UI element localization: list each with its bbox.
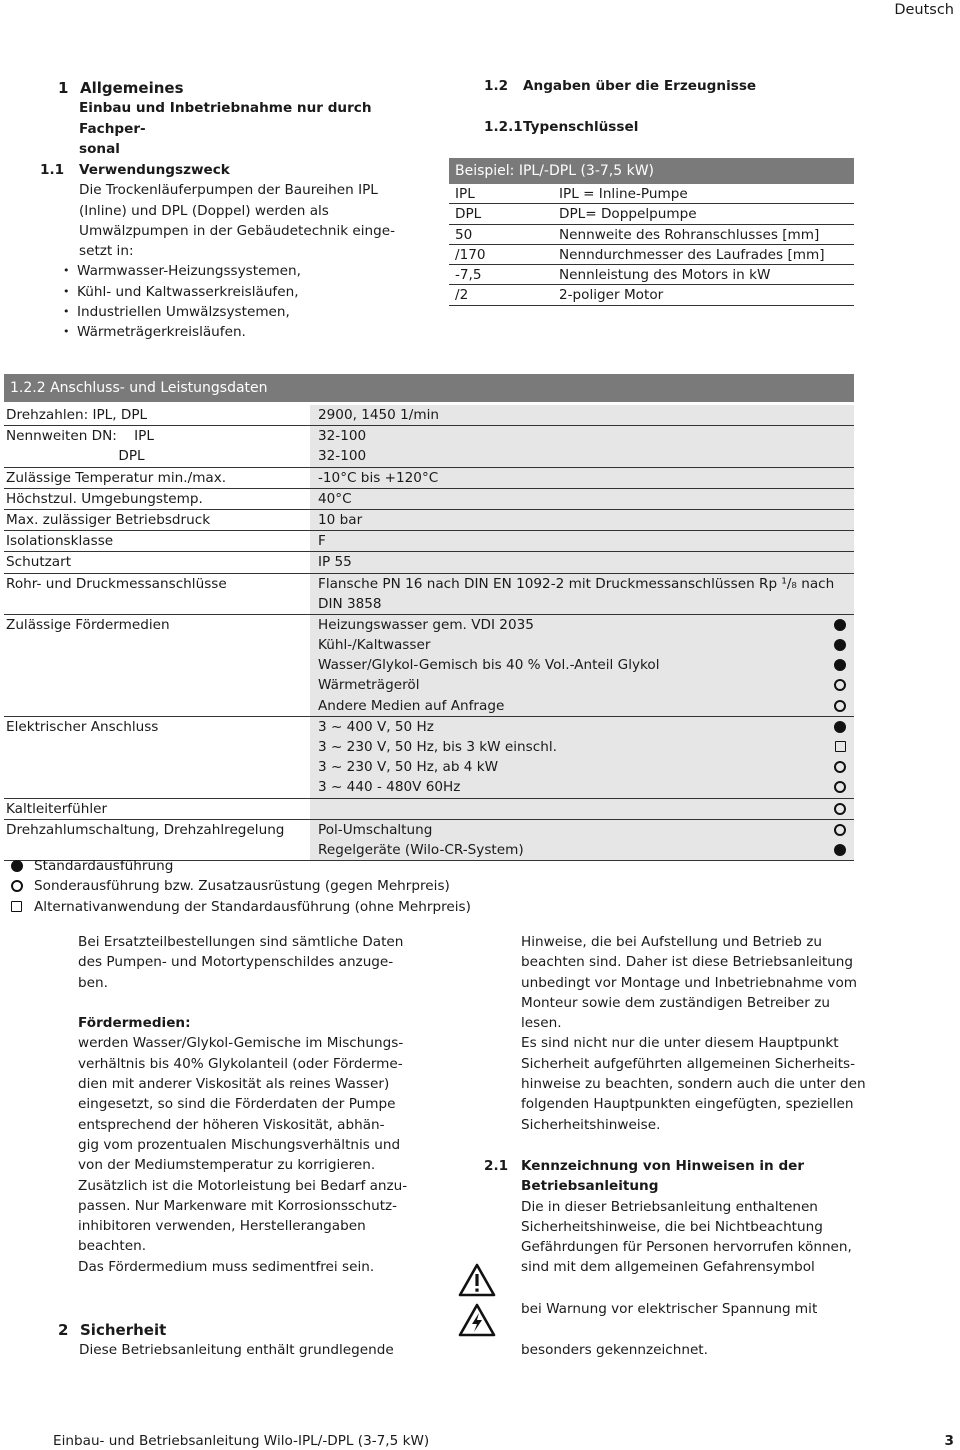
table-row	[4, 552, 854, 573]
row-value	[310, 531, 854, 551]
open-circle-icon	[11, 880, 23, 892]
row-label-line: Nennweiten DN: IPL	[6, 428, 154, 445]
list-item: • Kühl- und Kaltwasserkreisläufen,	[61, 282, 400, 302]
table-row	[449, 245, 854, 265]
filled-circle-icon	[834, 659, 846, 671]
row-label	[4, 552, 310, 572]
section-subtitle-line: Einbau und Inbetriebnahme nur durch Fachper-	[79, 100, 372, 137]
body-line: von der Mediumstemperatur zu korrigieren.	[78, 1157, 376, 1174]
type-code: DPL	[455, 206, 482, 223]
footer-title: Einbau- und Betriebsanleitung Wilo-IPL/-DPL (3-7,5 kW)	[53, 1433, 430, 1449]
body-line: Umwälzpumpen in der Gebäudetechnik einge-	[79, 222, 396, 239]
page-number: 3	[944, 1433, 954, 1449]
row-label	[4, 489, 310, 509]
table-row	[4, 489, 854, 510]
table-row	[4, 426, 854, 467]
type-code: /170	[455, 246, 486, 263]
section-number: 1	[58, 79, 69, 97]
body-line: dien mit anderer Viskosität als reines Wasser)	[78, 1076, 390, 1093]
section-body: Diese Betriebsanleitung enthält grundlegende	[79, 1342, 394, 1359]
section-title-line: Kennzeichnung von Hinweisen in der	[521, 1158, 805, 1174]
row-label	[4, 717, 310, 798]
row-label-line: Zulässige Fördermedien	[6, 616, 170, 633]
row-value-line	[310, 717, 854, 737]
row-value-text: 3 ~ 400 V, 50 Hz	[318, 718, 434, 735]
type-code: -7,5	[455, 267, 482, 284]
section-subtitle-line: sonal	[79, 140, 120, 157]
table-row	[4, 468, 854, 489]
performance-data-table	[4, 374, 854, 861]
row-label	[4, 468, 310, 488]
row-value	[310, 405, 854, 425]
legend-item	[0, 897, 600, 917]
row-value-line	[310, 696, 854, 716]
open-circle-icon	[834, 679, 846, 691]
body-line: eingesetzt, so sind die Förderdaten der Pumpe	[78, 1096, 396, 1113]
row-label-line: Rohr- und Druckmessanschlüsse	[6, 575, 227, 592]
row-label-line: Isolationsklasse	[6, 533, 114, 550]
row-value-line	[310, 426, 854, 446]
row-value-text: Andere Medien auf Anfrage	[318, 697, 505, 714]
row-value-text: F	[318, 533, 326, 550]
body-line: beachten.	[78, 1238, 147, 1255]
filled-circle-icon	[834, 844, 846, 856]
body-line: lesen.	[521, 1015, 562, 1032]
row-value-line	[310, 594, 854, 614]
row-value-text: 40°C	[318, 490, 352, 507]
body-line: Gefährdungen für Personen hervorrufen können,	[521, 1239, 852, 1256]
row-value	[310, 820, 854, 860]
electric-hazard-icon	[457, 1302, 497, 1344]
row-label	[4, 426, 310, 466]
symbol-legend	[0, 856, 600, 917]
row-value-line	[310, 615, 854, 635]
table-row	[4, 574, 854, 615]
row-label	[4, 820, 310, 860]
table-row	[4, 799, 854, 820]
row-value-text: 3 ~ 440 - 480V 60Hz	[318, 779, 461, 796]
type-meaning: Nennleistung des Motors in kW	[559, 267, 771, 284]
section-number: 1.1	[40, 162, 65, 178]
row-value-text: Regelgeräte (Wilo-CR-System)	[318, 841, 524, 858]
row-value-text: 10 bar	[318, 511, 363, 528]
section-1-2-1-heading	[484, 117, 638, 137]
list-item: • Industriellen Umwälzsystemen,	[61, 302, 400, 322]
body-line: folgenden Hauptpunkten eingefügten, speziellen	[521, 1096, 854, 1113]
body-line: hinweise zu beachten, sondern auch die unter den	[521, 1076, 866, 1093]
row-label-line: Elektrischer Anschluss	[6, 718, 159, 735]
row-value-text: Heizungswasser gem. VDI 2035	[318, 616, 534, 633]
section-title-line: Betriebsanleitung	[521, 1178, 659, 1195]
row-value	[310, 574, 854, 614]
row-label	[4, 574, 310, 614]
body-line: Monteur sowie dem zuständigen Betreiber zu	[521, 994, 830, 1011]
section-1-2-heading	[484, 76, 756, 96]
section-1	[58, 78, 398, 159]
row-value	[310, 468, 854, 488]
body-line: Sicherheitshinweise.	[521, 1116, 661, 1133]
filled-circle-icon	[834, 721, 846, 733]
table-row	[4, 531, 854, 552]
row-value-text: 32-100	[318, 448, 367, 465]
body-line: Die Trockenläuferpumpen der Baureihen IPL	[79, 182, 378, 199]
row-value-text: Flansche PN 16 nach DIN EN 1092-2 mit Druckmessanschlüssen Rp ¹/₈ nach	[318, 575, 835, 592]
section-2-1	[484, 1156, 884, 1278]
row-label	[4, 615, 310, 716]
type-code: 50	[455, 226, 473, 243]
row-value-text: Kühl-/Kaltwasser	[318, 637, 431, 654]
type-key-header: Beispiel: IPL/-DPL (3-7,5 kW)	[449, 158, 854, 184]
type-code: /2	[455, 287, 469, 304]
body-line: ben.	[78, 974, 108, 991]
type-meaning: IPL = Inline-Pumpe	[559, 186, 688, 202]
section-number: 2.1	[484, 1158, 509, 1174]
row-value-line	[310, 799, 854, 819]
body-line: passen. Nur Markenware mit Korrosionsschutz-	[78, 1197, 398, 1214]
type-code: IPL	[455, 186, 475, 202]
row-value-text: Wärmeträgeröl	[318, 677, 420, 694]
table-row	[4, 717, 854, 799]
row-value-line	[310, 489, 854, 509]
section-2	[58, 1320, 418, 1361]
data-table-header: 1.2.2 Anschluss- und Leistungsdaten	[4, 374, 854, 402]
row-value-line	[310, 757, 854, 777]
body-line: gig vom prozentualen Mischungsverhältnis und	[78, 1136, 401, 1153]
body-line: Es sind nicht nur die unter diesem Hauptpunkt	[521, 1035, 839, 1052]
row-value-line	[310, 675, 854, 695]
body-line: sind mit dem allgemeinen Gefahrensymbol	[521, 1259, 815, 1276]
type-key-table	[449, 158, 854, 306]
row-value-line	[310, 405, 854, 425]
body-line: Sicherheitshinweise, die bei Nichtbeachtung	[521, 1218, 823, 1235]
section-title: Verwendungszweck	[79, 162, 230, 178]
marked-text: besonders gekennzeichnet.	[521, 1342, 708, 1358]
table-row	[449, 265, 854, 285]
table-row	[4, 510, 854, 531]
table-row	[449, 285, 854, 305]
row-value-text: 32-100	[318, 428, 367, 445]
row-value	[310, 552, 854, 572]
row-value-line	[310, 635, 854, 655]
row-value-text: DIN 3858	[318, 595, 382, 612]
body-line: beachten sind. Daher ist diese Betriebsanleitung	[521, 954, 854, 971]
row-value-text: 3 ~ 230 V, 50 Hz, ab 4 kW	[318, 759, 499, 776]
media-title: Fördermedien:	[78, 1015, 191, 1032]
row-value	[310, 615, 854, 716]
row-value	[310, 489, 854, 509]
open-circle-icon	[834, 781, 846, 793]
type-meaning: Nenndurchmesser des Laufrades [mm]	[559, 246, 825, 263]
legend-item	[0, 876, 600, 896]
row-label-line: Kaltleiterfühler	[6, 800, 108, 817]
row-label-line: Schutzart	[6, 554, 72, 571]
open-circle-icon	[834, 824, 846, 836]
row-label-line: Höchstzul. Umgebungstemp.	[6, 490, 203, 507]
body-line: werden Wasser/Glykol-Gemische im Mischungs-	[78, 1035, 404, 1052]
general-danger-icon	[457, 1262, 497, 1304]
row-value-text: 3 ~ 230 V, 50 Hz, bis 3 kW einschl.	[318, 739, 557, 755]
legend-text: Sonderausführung bzw. Zusatzausrüstung (gegen Mehrpreis)	[34, 878, 450, 895]
row-value-line	[310, 574, 854, 594]
list-item: • Wärmeträgerkreisläufen.	[61, 322, 400, 342]
table-row	[449, 204, 854, 224]
section-title: Allgemeines	[80, 79, 184, 97]
open-square-icon	[835, 741, 846, 752]
section-number: 1.2.1	[484, 119, 523, 135]
type-meaning: Nennweite des Rohranschlusses [mm]	[559, 226, 820, 243]
legend-text: Standardausführung	[34, 858, 174, 874]
body-line: Das Fördermedium muss sedimentfrei sein.	[78, 1258, 375, 1275]
table-row	[4, 405, 854, 426]
usage-list	[61, 261, 400, 342]
open-square-icon	[11, 901, 22, 912]
type-meaning: 2-poliger Motor	[559, 287, 664, 304]
body-line: Bei Ersatzteilbestellungen sind sämtliche Daten	[78, 934, 404, 950]
row-value-text: Wasser/Glykol-Gemisch bis 40 % Vol.-Anteil Glykol	[318, 657, 660, 674]
table-row	[449, 184, 854, 204]
row-value-line	[310, 777, 854, 797]
body-line: verhältnis bis 40% Glykolanteil (oder Förderme-	[78, 1055, 403, 1072]
row-label-line: DPL	[6, 448, 145, 465]
row-label	[4, 510, 310, 530]
legend-text: Alternativanwendung der Standardausführung (ohne Mehrpreis)	[34, 898, 471, 915]
section-title: Typenschlüssel	[523, 119, 639, 135]
table-row	[4, 820, 854, 861]
left-column-text	[78, 932, 418, 1277]
open-circle-icon	[834, 700, 846, 712]
body-line: Hinweise, die bei Aufstellung und Betrieb zu	[521, 934, 822, 950]
row-label-line: Zulässige Temperatur min./max.	[6, 469, 227, 486]
open-circle-icon	[834, 761, 846, 773]
table-row	[449, 225, 854, 245]
section-number: 1.2	[484, 78, 509, 94]
row-label	[4, 799, 310, 819]
body-line: unbedingt vor Montage und Inbetriebnahme vom	[521, 974, 858, 991]
row-value	[310, 510, 854, 530]
row-value-line	[310, 820, 854, 840]
row-label-line: Max. zulässiger Betriebsdruck	[6, 511, 211, 528]
body-line: setzt in:	[79, 243, 134, 260]
data-table-body	[4, 405, 854, 861]
body-line: Zusätzlich ist die Motorleistung bei Bedarf anzu-	[78, 1177, 408, 1194]
row-label	[4, 531, 310, 551]
table-row	[4, 615, 854, 717]
row-value-line	[310, 446, 854, 466]
row-value	[310, 799, 854, 819]
type-meaning: DPL= Doppelpumpe	[559, 206, 697, 223]
row-value-line	[310, 552, 854, 572]
row-value-line	[310, 531, 854, 551]
electric-warning-text: bei Warnung vor elektrischer Spannung mit	[521, 1301, 818, 1317]
language-label: Deutsch	[894, 2, 954, 18]
row-value-text: Pol-Umschaltung	[318, 821, 433, 838]
body-line: inhibitoren verwenden, Herstellerangaben	[78, 1218, 366, 1235]
list-item: • Warmwasser-Heizungssystemen,	[61, 261, 400, 281]
body-line: entsprechend der höheren Viskosität, abhän-	[78, 1116, 385, 1133]
filled-circle-icon	[834, 639, 846, 651]
body-line: Sicherheit aufgeführten allgemeinen Sicherheits-	[521, 1055, 856, 1072]
body-line: des Pumpen- und Motortypenschildes anzuge-	[78, 954, 394, 971]
row-value-line	[310, 737, 854, 757]
row-value-line	[310, 510, 854, 530]
row-value	[310, 717, 854, 798]
section-1-1	[40, 160, 400, 343]
row-value-line	[310, 655, 854, 675]
legend-item	[0, 856, 600, 876]
row-value	[310, 426, 854, 466]
filled-circle-icon	[834, 619, 846, 631]
row-value-text: -10°C bis +120°C	[318, 469, 439, 486]
row-value-line	[310, 468, 854, 488]
row-value-text: IP 55	[318, 554, 352, 571]
section-title: Angaben über die Erzeugnisse	[523, 78, 757, 94]
row-value-text: 2900, 1450 1/min	[318, 407, 440, 423]
section-number: 2	[58, 1321, 69, 1339]
body-line: Die in dieser Betriebsanleitung enthaltenen	[521, 1198, 818, 1215]
body-line: (Inline) und DPL (Doppel) werden als	[79, 202, 329, 219]
filled-circle-icon	[11, 860, 23, 872]
open-circle-icon	[834, 803, 846, 815]
row-label	[4, 405, 310, 425]
row-label-line: Drehzahlen: IPL, DPL	[6, 407, 148, 423]
row-label-line: Drehzahlumschaltung, Drehzahlregelung	[6, 821, 285, 838]
right-column-text	[521, 932, 881, 1135]
section-title: Sicherheit	[80, 1321, 167, 1339]
